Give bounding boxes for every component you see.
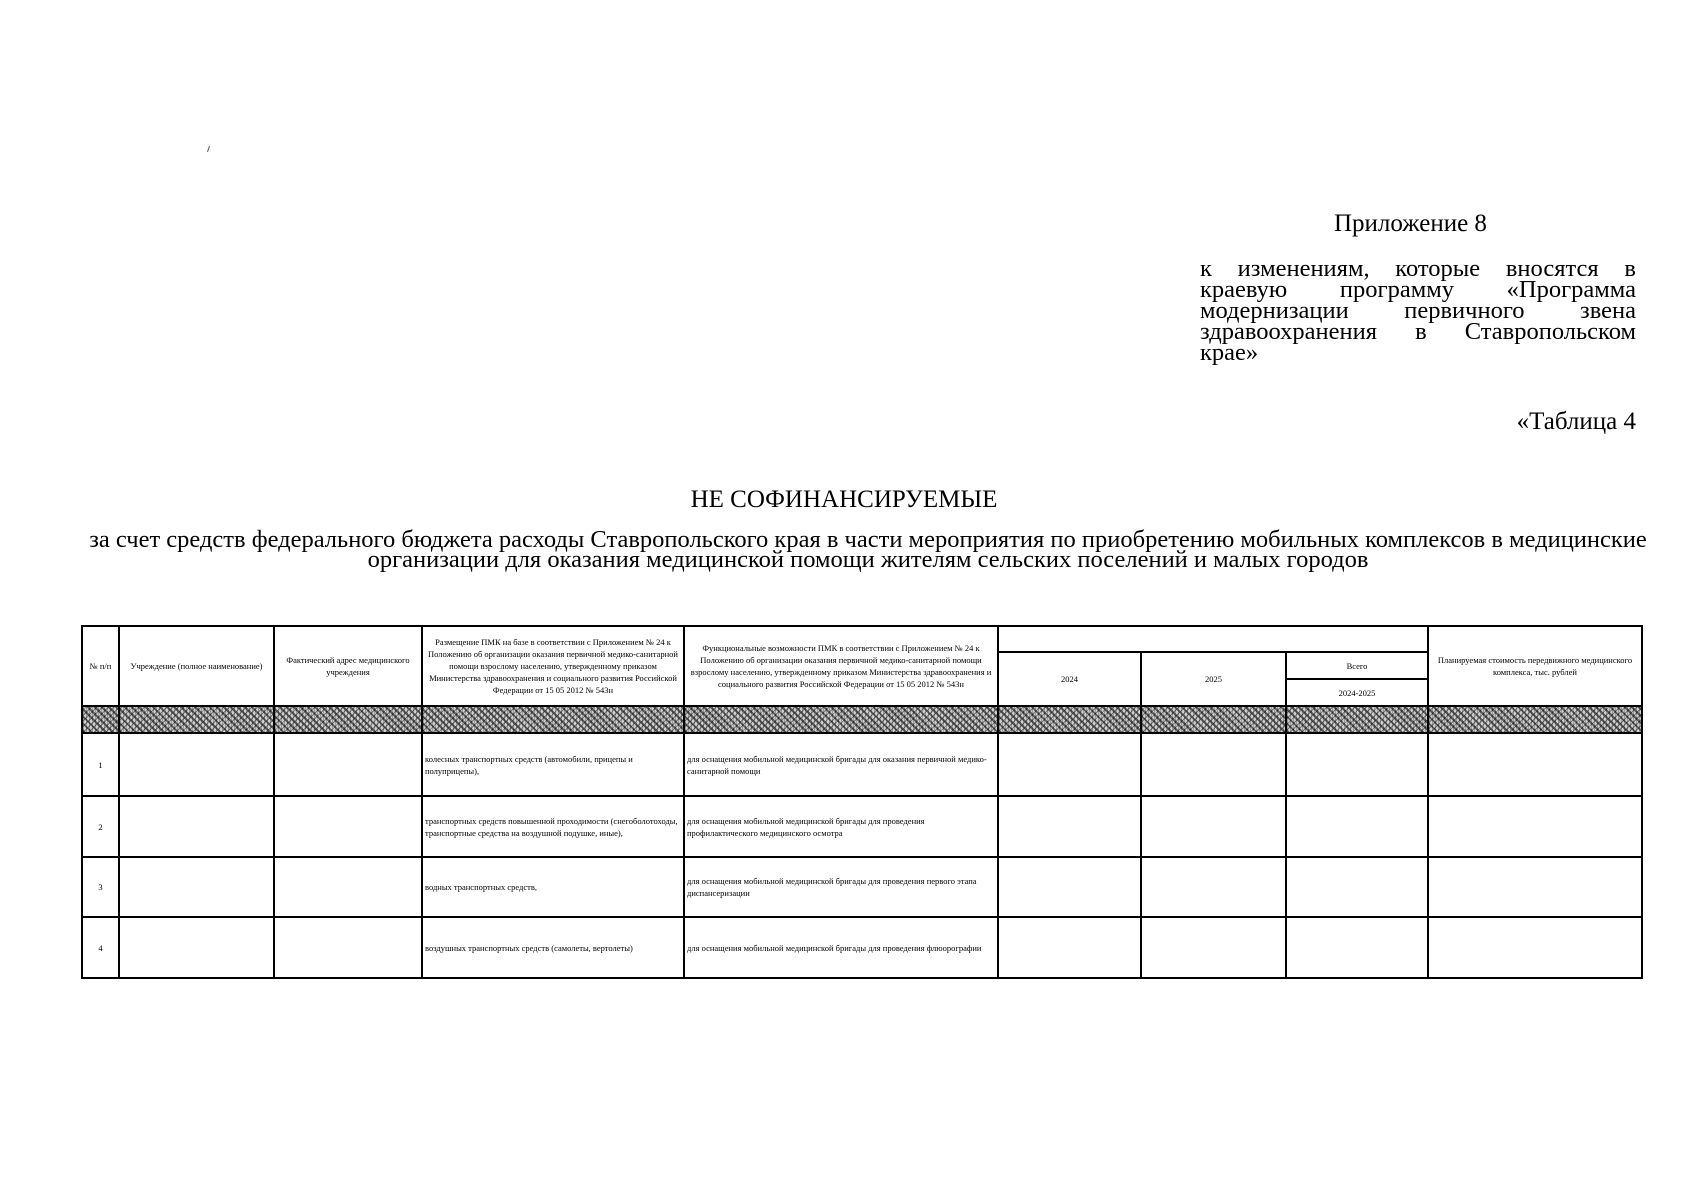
row-2025 — [1141, 917, 1286, 978]
row-institution — [119, 917, 274, 978]
row-total — [1286, 917, 1428, 978]
expenses-table — [81, 625, 1641, 977]
header-2025: 2025 — [1141, 652, 1286, 706]
header-2024: 2024 — [998, 652, 1141, 706]
row-num: 4 — [82, 917, 119, 978]
document-subheading: за счет средств федерального бюджета расходы Ставропольского края в части мероприятия по приобретению мобильных комплексов в медицинские организации для оказания медицинской помощи жителям сельских поселений и малых городов — [89, 526, 1647, 573]
row-2024 — [998, 733, 1141, 796]
row-cost — [1428, 917, 1642, 978]
row-placement: колесных транспортных средств (автомобили, прицепы и полуприцепы), — [422, 733, 684, 796]
table-row — [82, 733, 1642, 796]
row-address — [274, 857, 422, 917]
header-institution: Учреждение (полное наименование) — [119, 626, 274, 706]
row-functions: для оснащения мобильной медицинской бригады для оказания первичной медико-санитарной помощи — [684, 733, 998, 796]
expenses-grid — [81, 625, 1643, 979]
header-total-period: 2024-2025 — [1286, 679, 1428, 706]
row-2025 — [1141, 857, 1286, 917]
row-total — [1286, 857, 1428, 917]
document-heading: НЕ СОФИНАНСИРУЕМЫЕ — [690, 486, 998, 513]
row-num: 3 — [82, 857, 119, 917]
row-2025 — [1141, 796, 1286, 857]
row-address — [274, 733, 422, 796]
row-2024 — [998, 857, 1141, 917]
row-functions: для оснащения мобильной медицинской бригады для проведения профилактического медицинского осмотра — [684, 796, 998, 857]
row-placement: водных транспортных средств, — [422, 857, 684, 917]
row-address — [274, 917, 422, 978]
row-cost — [1428, 733, 1642, 796]
header-row — [82, 626, 1642, 652]
row-cost — [1428, 796, 1642, 857]
table-row — [82, 917, 1642, 978]
row-total — [1286, 796, 1428, 857]
header-address: Фактический адрес медицинского учреждения — [274, 626, 422, 706]
row-functions: для оснащения мобильной медицинской бригады для проведения флюорографии — [684, 917, 998, 978]
scan-mark — [207, 146, 210, 152]
row-institution — [119, 796, 274, 857]
row-2024 — [998, 796, 1141, 857]
row-2025 — [1141, 733, 1286, 796]
row-num: 2 — [82, 796, 119, 857]
row-functions: для оснащения мобильной медицинской бригады для проведения первого этапа диспансеризации — [684, 857, 998, 917]
header-total: Всего — [1286, 652, 1428, 679]
row-2024 — [998, 917, 1141, 978]
row-placement: воздушных транспортных средств (самолеты, вертолеты) — [422, 917, 684, 978]
annex-title: Приложение 8 — [1334, 210, 1487, 237]
row-address — [274, 796, 422, 857]
row-total — [1286, 733, 1428, 796]
table-label: «Таблица 4 — [1516, 408, 1636, 435]
table-row — [82, 857, 1642, 917]
header-cost: Планируемая стоимость передвижного медицинского комплекса, тыс. рублей — [1428, 626, 1642, 706]
row-placement: транспортных средств повышенной проходимости (снегоболотоходы, транспортные средства на воздушной подушке, иные), — [422, 796, 684, 857]
table-row — [82, 796, 1642, 857]
header-functions: Функциональные возможности ПМК в соответствии с Приложением № 24 к Положению об организации оказания первичной медико-санитарной помощи взрослому населению, утвержденному приказом Министерства здравоохранения и социального развития Российской Федерации от 15 05 2012 № 543н — [684, 626, 998, 706]
header-placement: Размещение ПМК на базе в соответствии с Приложением № 24 к Положению об организации оказания первичной медико-санитарной помощи взрослому населению, утвержденному приказом Министерства здравоохранения и социального развития Российской Федерации от 15 05 2012 № 543н — [422, 626, 684, 706]
row-institution — [119, 733, 274, 796]
annex-text: к изменениям, которые вносятся в краевую программу «Программа модернизации первичного звена здравоохранения в Ставропольском крае» — [1200, 255, 1636, 366]
row-institution — [119, 857, 274, 917]
header-years-group — [998, 626, 1428, 652]
header-num: № п/п — [82, 626, 119, 706]
scan-noise-row — [82, 706, 1642, 733]
row-cost — [1428, 857, 1642, 917]
row-num: 1 — [82, 733, 119, 796]
